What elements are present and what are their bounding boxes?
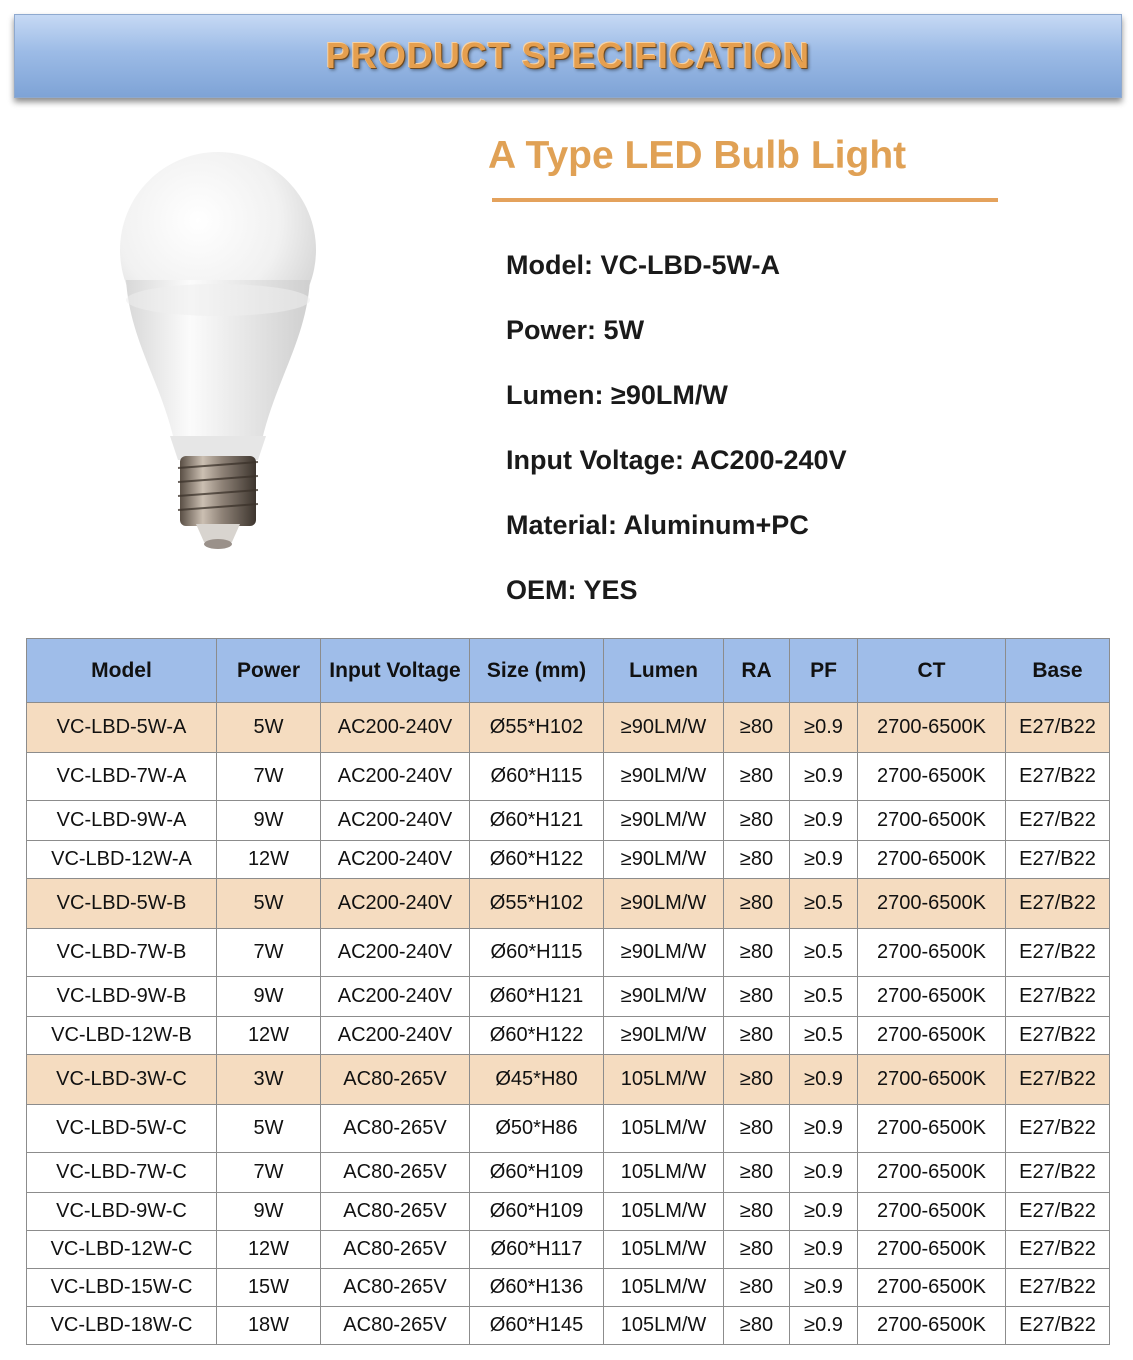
product-title: A Type LED Bulb Light xyxy=(488,134,907,177)
table-cell: E27/B22 xyxy=(1006,929,1110,977)
table-cell: 7W xyxy=(217,753,321,801)
header-size: Size (mm) xyxy=(470,639,604,703)
header-pf: PF xyxy=(790,639,858,703)
spec-label: Lumen: xyxy=(506,380,604,410)
table-cell: AC200-240V xyxy=(321,841,470,879)
table-cell: ≥80 xyxy=(724,1153,790,1193)
table-cell: 2700-6500K xyxy=(858,703,1006,753)
spec-model xyxy=(506,240,847,305)
header-power: Power xyxy=(217,639,321,703)
table-cell: AC80-265V xyxy=(321,1105,470,1153)
table-cell: AC200-240V xyxy=(321,1017,470,1055)
table-cell: 3W xyxy=(217,1055,321,1105)
header-ra: RA xyxy=(724,639,790,703)
table-cell: ≥0.5 xyxy=(790,977,858,1017)
table-cell: Ø55*H102 xyxy=(470,879,604,929)
banner-title: PRODUCT SPECIFICATION xyxy=(325,35,811,76)
table-cell: ≥0.9 xyxy=(790,1193,858,1231)
table-cell: Ø55*H102 xyxy=(470,703,604,753)
table-row xyxy=(27,703,1110,753)
table-cell: ≥80 xyxy=(724,1269,790,1307)
spec-label: Input Voltage: xyxy=(506,445,684,475)
table-cell: 2700-6500K xyxy=(858,1017,1006,1055)
table-cell: E27/B22 xyxy=(1006,1153,1110,1193)
table-cell: E27/B22 xyxy=(1006,1055,1110,1105)
table-cell: 2700-6500K xyxy=(858,1307,1006,1345)
table-cell: 2700-6500K xyxy=(858,1153,1006,1193)
table-cell: ≥80 xyxy=(724,753,790,801)
table-cell: VC-LBD-7W-A xyxy=(27,753,217,801)
table-row xyxy=(27,801,1110,841)
table-cell: ≥90LM/W xyxy=(604,977,724,1017)
table-cell: Ø60*H109 xyxy=(470,1193,604,1231)
table-cell: ≥0.9 xyxy=(790,1055,858,1105)
table-cell: AC80-265V xyxy=(321,1193,470,1231)
table-cell: 2700-6500K xyxy=(858,841,1006,879)
table-cell: E27/B22 xyxy=(1006,753,1110,801)
table-cell: ≥80 xyxy=(724,841,790,879)
table-cell: E27/B22 xyxy=(1006,1307,1110,1345)
table-cell: ≥0.5 xyxy=(790,929,858,977)
table-cell: AC80-265V xyxy=(321,1269,470,1307)
table-row xyxy=(27,841,1110,879)
table-cell: 9W xyxy=(217,801,321,841)
table-cell: 2700-6500K xyxy=(858,977,1006,1017)
table-cell: 105LM/W xyxy=(604,1105,724,1153)
table-cell: ≥0.5 xyxy=(790,1017,858,1055)
table-cell: 2700-6500K xyxy=(858,1269,1006,1307)
table-cell: ≥80 xyxy=(724,1193,790,1231)
table-cell: VC-LBD-9W-A xyxy=(27,801,217,841)
table-cell: ≥90LM/W xyxy=(604,879,724,929)
table-cell: AC200-240V xyxy=(321,801,470,841)
table-cell: ≥0.9 xyxy=(790,1307,858,1345)
spec-label: Material: xyxy=(506,510,618,540)
table-cell: 105LM/W xyxy=(604,1153,724,1193)
table-cell: 12W xyxy=(217,1231,321,1269)
header-base: Base xyxy=(1006,639,1110,703)
table-header-row xyxy=(27,639,1110,703)
header-model: Model xyxy=(27,639,217,703)
table-cell: 9W xyxy=(217,1193,321,1231)
table-cell: Ø50*H86 xyxy=(470,1105,604,1153)
table-cell: ≥90LM/W xyxy=(604,1017,724,1055)
table-cell: Ø60*H121 xyxy=(470,977,604,1017)
table-cell: ≥80 xyxy=(724,1231,790,1269)
table-row xyxy=(27,1193,1110,1231)
table-cell: Ø60*H115 xyxy=(470,929,604,977)
table-cell: AC80-265V xyxy=(321,1307,470,1345)
table-cell: 15W xyxy=(217,1269,321,1307)
table-cell: Ø60*H122 xyxy=(470,1017,604,1055)
table-cell: AC200-240V xyxy=(321,753,470,801)
led-bulb-icon xyxy=(112,150,332,560)
header-ct: CT xyxy=(858,639,1006,703)
product-image xyxy=(112,150,332,560)
table-cell: VC-LBD-12W-B xyxy=(27,1017,217,1055)
table-cell: ≥80 xyxy=(724,1307,790,1345)
table-cell: VC-LBD-5W-B xyxy=(27,879,217,929)
table-cell: 5W xyxy=(217,879,321,929)
table-cell: ≥0.9 xyxy=(790,801,858,841)
table-cell: E27/B22 xyxy=(1006,1269,1110,1307)
spec-table xyxy=(26,638,1110,1345)
table-row xyxy=(27,1105,1110,1153)
table-cell: VC-LBD-15W-C xyxy=(27,1269,217,1307)
table-row xyxy=(27,1153,1110,1193)
table-cell: ≥90LM/W xyxy=(604,753,724,801)
table-row xyxy=(27,1017,1110,1055)
table-cell: E27/B22 xyxy=(1006,1231,1110,1269)
header-lumen: Lumen xyxy=(604,639,724,703)
spec-value: AC200-240V xyxy=(690,445,847,475)
table-cell: ≥80 xyxy=(724,801,790,841)
table-row xyxy=(27,1055,1110,1105)
table-cell: ≥80 xyxy=(724,1017,790,1055)
table-cell: ≥80 xyxy=(724,1055,790,1105)
table-cell: 2700-6500K xyxy=(858,879,1006,929)
table-cell: ≥0.9 xyxy=(790,841,858,879)
spec-label: Power: xyxy=(506,315,597,345)
table-cell: Ø60*H117 xyxy=(470,1231,604,1269)
table-cell: 2700-6500K xyxy=(858,1105,1006,1153)
table-cell: 2700-6500K xyxy=(858,1231,1006,1269)
table-cell: ≥90LM/W xyxy=(604,841,724,879)
table-cell: ≥0.9 xyxy=(790,1153,858,1193)
table-cell: 7W xyxy=(217,1153,321,1193)
table-cell: VC-LBD-5W-A xyxy=(27,703,217,753)
spec-value: 5W xyxy=(603,315,645,345)
table-cell: VC-LBD-3W-C xyxy=(27,1055,217,1105)
table-cell: 12W xyxy=(217,1017,321,1055)
table-cell: 2700-6500K xyxy=(858,1193,1006,1231)
table-cell: ≥0.5 xyxy=(790,879,858,929)
table-cell: Ø60*H115 xyxy=(470,753,604,801)
table-cell: E27/B22 xyxy=(1006,1193,1110,1231)
header-input-voltage: Input Voltage xyxy=(321,639,470,703)
table-row xyxy=(27,1231,1110,1269)
table-cell: Ø60*H122 xyxy=(470,841,604,879)
table-cell: ≥80 xyxy=(724,703,790,753)
table-cell: ≥80 xyxy=(724,879,790,929)
table-cell: 2700-6500K xyxy=(858,753,1006,801)
table-cell: ≥0.9 xyxy=(790,1269,858,1307)
spec-banner xyxy=(14,14,1122,98)
table-cell: 12W xyxy=(217,841,321,879)
spec-input-voltage xyxy=(506,435,847,500)
table-cell: 7W xyxy=(217,929,321,977)
spec-label: OEM: xyxy=(506,575,577,605)
table-cell: 2700-6500K xyxy=(858,929,1006,977)
table-cell: ≥80 xyxy=(724,929,790,977)
title-underline xyxy=(492,198,998,202)
table-cell: ≥0.9 xyxy=(790,1231,858,1269)
spec-value: VC-LBD-5W-A xyxy=(600,250,780,280)
table-body xyxy=(27,703,1110,1345)
table-cell: AC80-265V xyxy=(321,1055,470,1105)
table-row xyxy=(27,929,1110,977)
table-cell: Ø60*H145 xyxy=(470,1307,604,1345)
table-cell: AC80-265V xyxy=(321,1153,470,1193)
table-cell: 5W xyxy=(217,1105,321,1153)
spec-value: Aluminum+PC xyxy=(623,510,809,540)
table-cell: ≥90LM/W xyxy=(604,801,724,841)
table-cell: Ø60*H121 xyxy=(470,801,604,841)
table-cell: 5W xyxy=(217,703,321,753)
spec-lumen xyxy=(506,370,847,435)
table-cell: E27/B22 xyxy=(1006,977,1110,1017)
table-cell: 105LM/W xyxy=(604,1055,724,1105)
table-cell: ≥0.9 xyxy=(790,753,858,801)
spec-label: Model: xyxy=(506,250,593,280)
table-cell: VC-LBD-12W-C xyxy=(27,1231,217,1269)
table-cell: E27/B22 xyxy=(1006,1105,1110,1153)
table-cell: ≥90LM/W xyxy=(604,703,724,753)
table-cell: E27/B22 xyxy=(1006,879,1110,929)
table-cell: VC-LBD-9W-C xyxy=(27,1193,217,1231)
table-cell: E27/B22 xyxy=(1006,1017,1110,1055)
table-cell: 105LM/W xyxy=(604,1307,724,1345)
table-row xyxy=(27,1307,1110,1345)
table-cell: E27/B22 xyxy=(1006,801,1110,841)
table-cell: ≥0.9 xyxy=(790,1105,858,1153)
spec-oem xyxy=(506,565,847,630)
table-cell: VC-LBD-7W-B xyxy=(27,929,217,977)
table-cell: ≥80 xyxy=(724,977,790,1017)
table-cell: ≥80 xyxy=(724,1105,790,1153)
table-cell: VC-LBD-18W-C xyxy=(27,1307,217,1345)
table-cell: 105LM/W xyxy=(604,1269,724,1307)
table-cell: Ø45*H80 xyxy=(470,1055,604,1105)
table-cell: 9W xyxy=(217,977,321,1017)
spec-list xyxy=(506,240,847,630)
table-cell: Ø60*H109 xyxy=(470,1153,604,1193)
table-cell: 2700-6500K xyxy=(858,801,1006,841)
table-cell: VC-LBD-5W-C xyxy=(27,1105,217,1153)
table-row xyxy=(27,977,1110,1017)
table-cell: 105LM/W xyxy=(604,1193,724,1231)
table-row xyxy=(27,753,1110,801)
table-cell: ≥0.9 xyxy=(790,703,858,753)
table-cell: 105LM/W xyxy=(604,1231,724,1269)
table-cell: AC200-240V xyxy=(321,703,470,753)
table-cell: E27/B22 xyxy=(1006,841,1110,879)
table-cell: 2700-6500K xyxy=(858,1055,1006,1105)
table-cell: AC200-240V xyxy=(321,929,470,977)
table-cell: AC80-265V xyxy=(321,1231,470,1269)
table-cell: AC200-240V xyxy=(321,977,470,1017)
spec-material xyxy=(506,500,847,565)
spec-power xyxy=(506,305,847,370)
table-cell: E27/B22 xyxy=(1006,703,1110,753)
table-row xyxy=(27,1269,1110,1307)
table-cell: VC-LBD-12W-A xyxy=(27,841,217,879)
table-row xyxy=(27,879,1110,929)
table-cell: VC-LBD-7W-C xyxy=(27,1153,217,1193)
spec-value: YES xyxy=(583,575,638,605)
table-cell: 18W xyxy=(217,1307,321,1345)
table-cell: AC200-240V xyxy=(321,879,470,929)
spec-value: ≥90LM/W xyxy=(611,380,728,410)
table-cell: Ø60*H136 xyxy=(470,1269,604,1307)
table-cell: VC-LBD-9W-B xyxy=(27,977,217,1017)
table-cell: ≥90LM/W xyxy=(604,929,724,977)
